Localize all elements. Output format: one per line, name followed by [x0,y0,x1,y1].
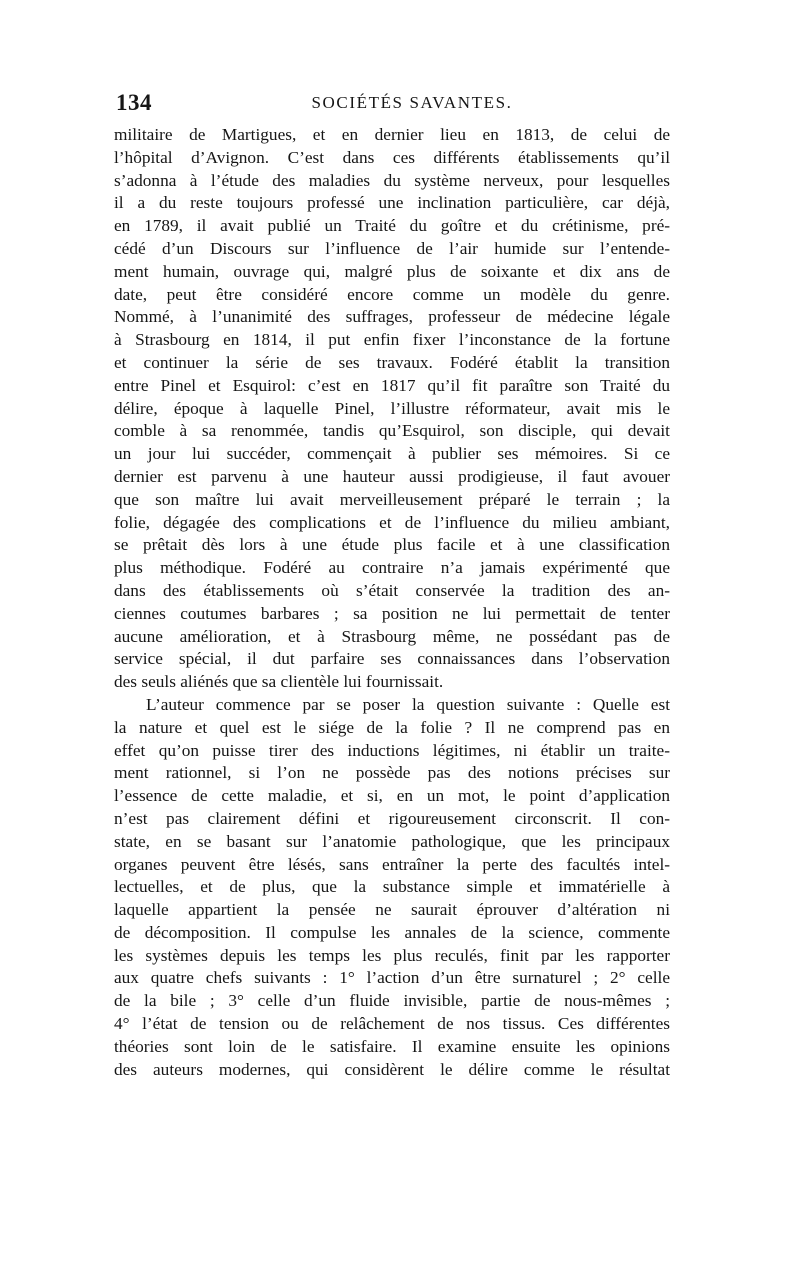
text-line: et continuer la série de ses travaux. Fodéré établit la transition [114,352,670,372]
page-number: 134 [116,90,152,115]
text-line: que son maître lui avait merveilleusement préparé le terrain ; la [114,489,670,509]
text-line: plus méthodique. Fodéré au contraire n’a jamais expérimenté que [114,558,670,578]
paragraph [114,124,670,694]
text-line: un jour lui succéder, commençait à publier ses mémoires. Si ce [114,444,670,464]
text-line: à Strasbourg en 1814, il put enfin fixer l’inconstance de la fortune [114,330,670,350]
text-line: service spécial, il dut parfaire ses connaissances dans l’observation [114,649,670,669]
text-line: ment rationnel, si l’on ne possède pas des notions précises sur [114,763,670,783]
text-line: cédé d’un Discours sur l’influence de l’air humide sur l’entende- [114,238,670,258]
text-line: L’auteur commence par se poser la question suivante : Quelle est [146,694,670,714]
text-line: délire, époque à laquelle Pinel, l’illustre réformateur, avait mis le [114,398,670,418]
text-line: ciennes coutumes barbares ; sa position ne lui permettait de tenter [114,603,670,623]
text-line: en 1789, il avait publié un Traité du goître et du crétinisme, pré- [114,216,670,236]
text-line: l’hôpital d’Avignon. C’est dans ces différents établissements qu’il [114,147,670,167]
text-line: organes peuvent être lésés, sans entraîner la perte des facultés intel- [114,854,670,874]
text-line: entre Pinel et Esquirol: c’est en 1817 qu’il fit paraître son Traité du [114,375,670,395]
text-line: des auteurs modernes, qui considèrent le délire comme le résultat [114,1059,670,1079]
text-line: dernier est parvenu à une hauteur aussi prodigieuse, il faut avouer [114,466,670,486]
text-line: n’est pas clairement défini et rigoureusement circonscrit. Il con- [114,808,670,828]
text-line: lectuelles, et de plus, que la substance simple et immatérielle à [114,877,670,897]
text-line: théories sont loin de le satisfaire. Il examine ensuite les opinions [114,1036,670,1056]
text-line: de la bile ; 3° celle d’un fluide invisible, partie de nous-mêmes ; [114,991,670,1011]
text-line: se prêtait dès lors à une étude plus facile et à une classification [114,535,670,555]
text-line: date, peut être considéré encore comme un modèle du genre. [114,284,670,304]
text-line: les systèmes depuis les temps les plus reculés, finit par les rapporter [114,945,670,965]
text-line: la nature et quel est le siége de la folie ? Il ne comprend pas en [114,717,670,737]
text-line: s’adonna à l’étude des maladies du système nerveux, pour lesquelles [114,170,670,190]
running-head [114,90,670,120]
running-title: SOCIÉTÉS SAVANTES. [311,93,513,112]
text-line: Nommé, à l’unanimité des suffrages, professeur de médecine légale [114,307,670,327]
text-line: aux quatre chefs suivants : 1° l’action d’un être surnaturel ; 2° celle [114,968,670,988]
text-line: l’essence de cette maladie, et si, en un mot, le point d’application [114,786,670,806]
text-line: dans des établissements où s’était conservée la tradition des an- [114,580,670,600]
text-line: il a du reste toujours professé une inclination particulière, car déjà, [114,193,670,213]
text-line: effet qu’on puisse tirer des inductions légitimes, ni établir un traite- [114,740,670,760]
text-line: aucune amélioration, et à Strasbourg même, ne possédant pas de [114,626,670,646]
text-line: laquelle appartient la pensée ne saurait éprouver d’altération ni [114,900,670,920]
text-line: ment humain, ouvrage qui, malgré plus de soixante et dix ans de [114,261,670,281]
text-line: folie, dégagée des complications et de l’influence du milieu ambiant, [114,512,670,532]
body-text [114,124,670,1081]
text-line: militaire de Martigues, et en dernier lieu en 1813, de celui de [114,125,670,144]
text-line: state, en se basant sur l’anatomie pathologique, que les principaux [114,831,670,851]
text-line: des seuls aliénés que sa clientèle lui fournissait. [114,672,444,692]
text-line: comble à sa renommée, tandis qu’Esquirol, son disciple, qui devait [114,421,670,441]
paragraph [114,694,670,1082]
text-line: de décomposition. Il compulse les annales de la science, commente [114,922,670,942]
text-line: 4° l’état de tension ou de relâchement de nos tissus. Ces différentes [114,1014,670,1034]
